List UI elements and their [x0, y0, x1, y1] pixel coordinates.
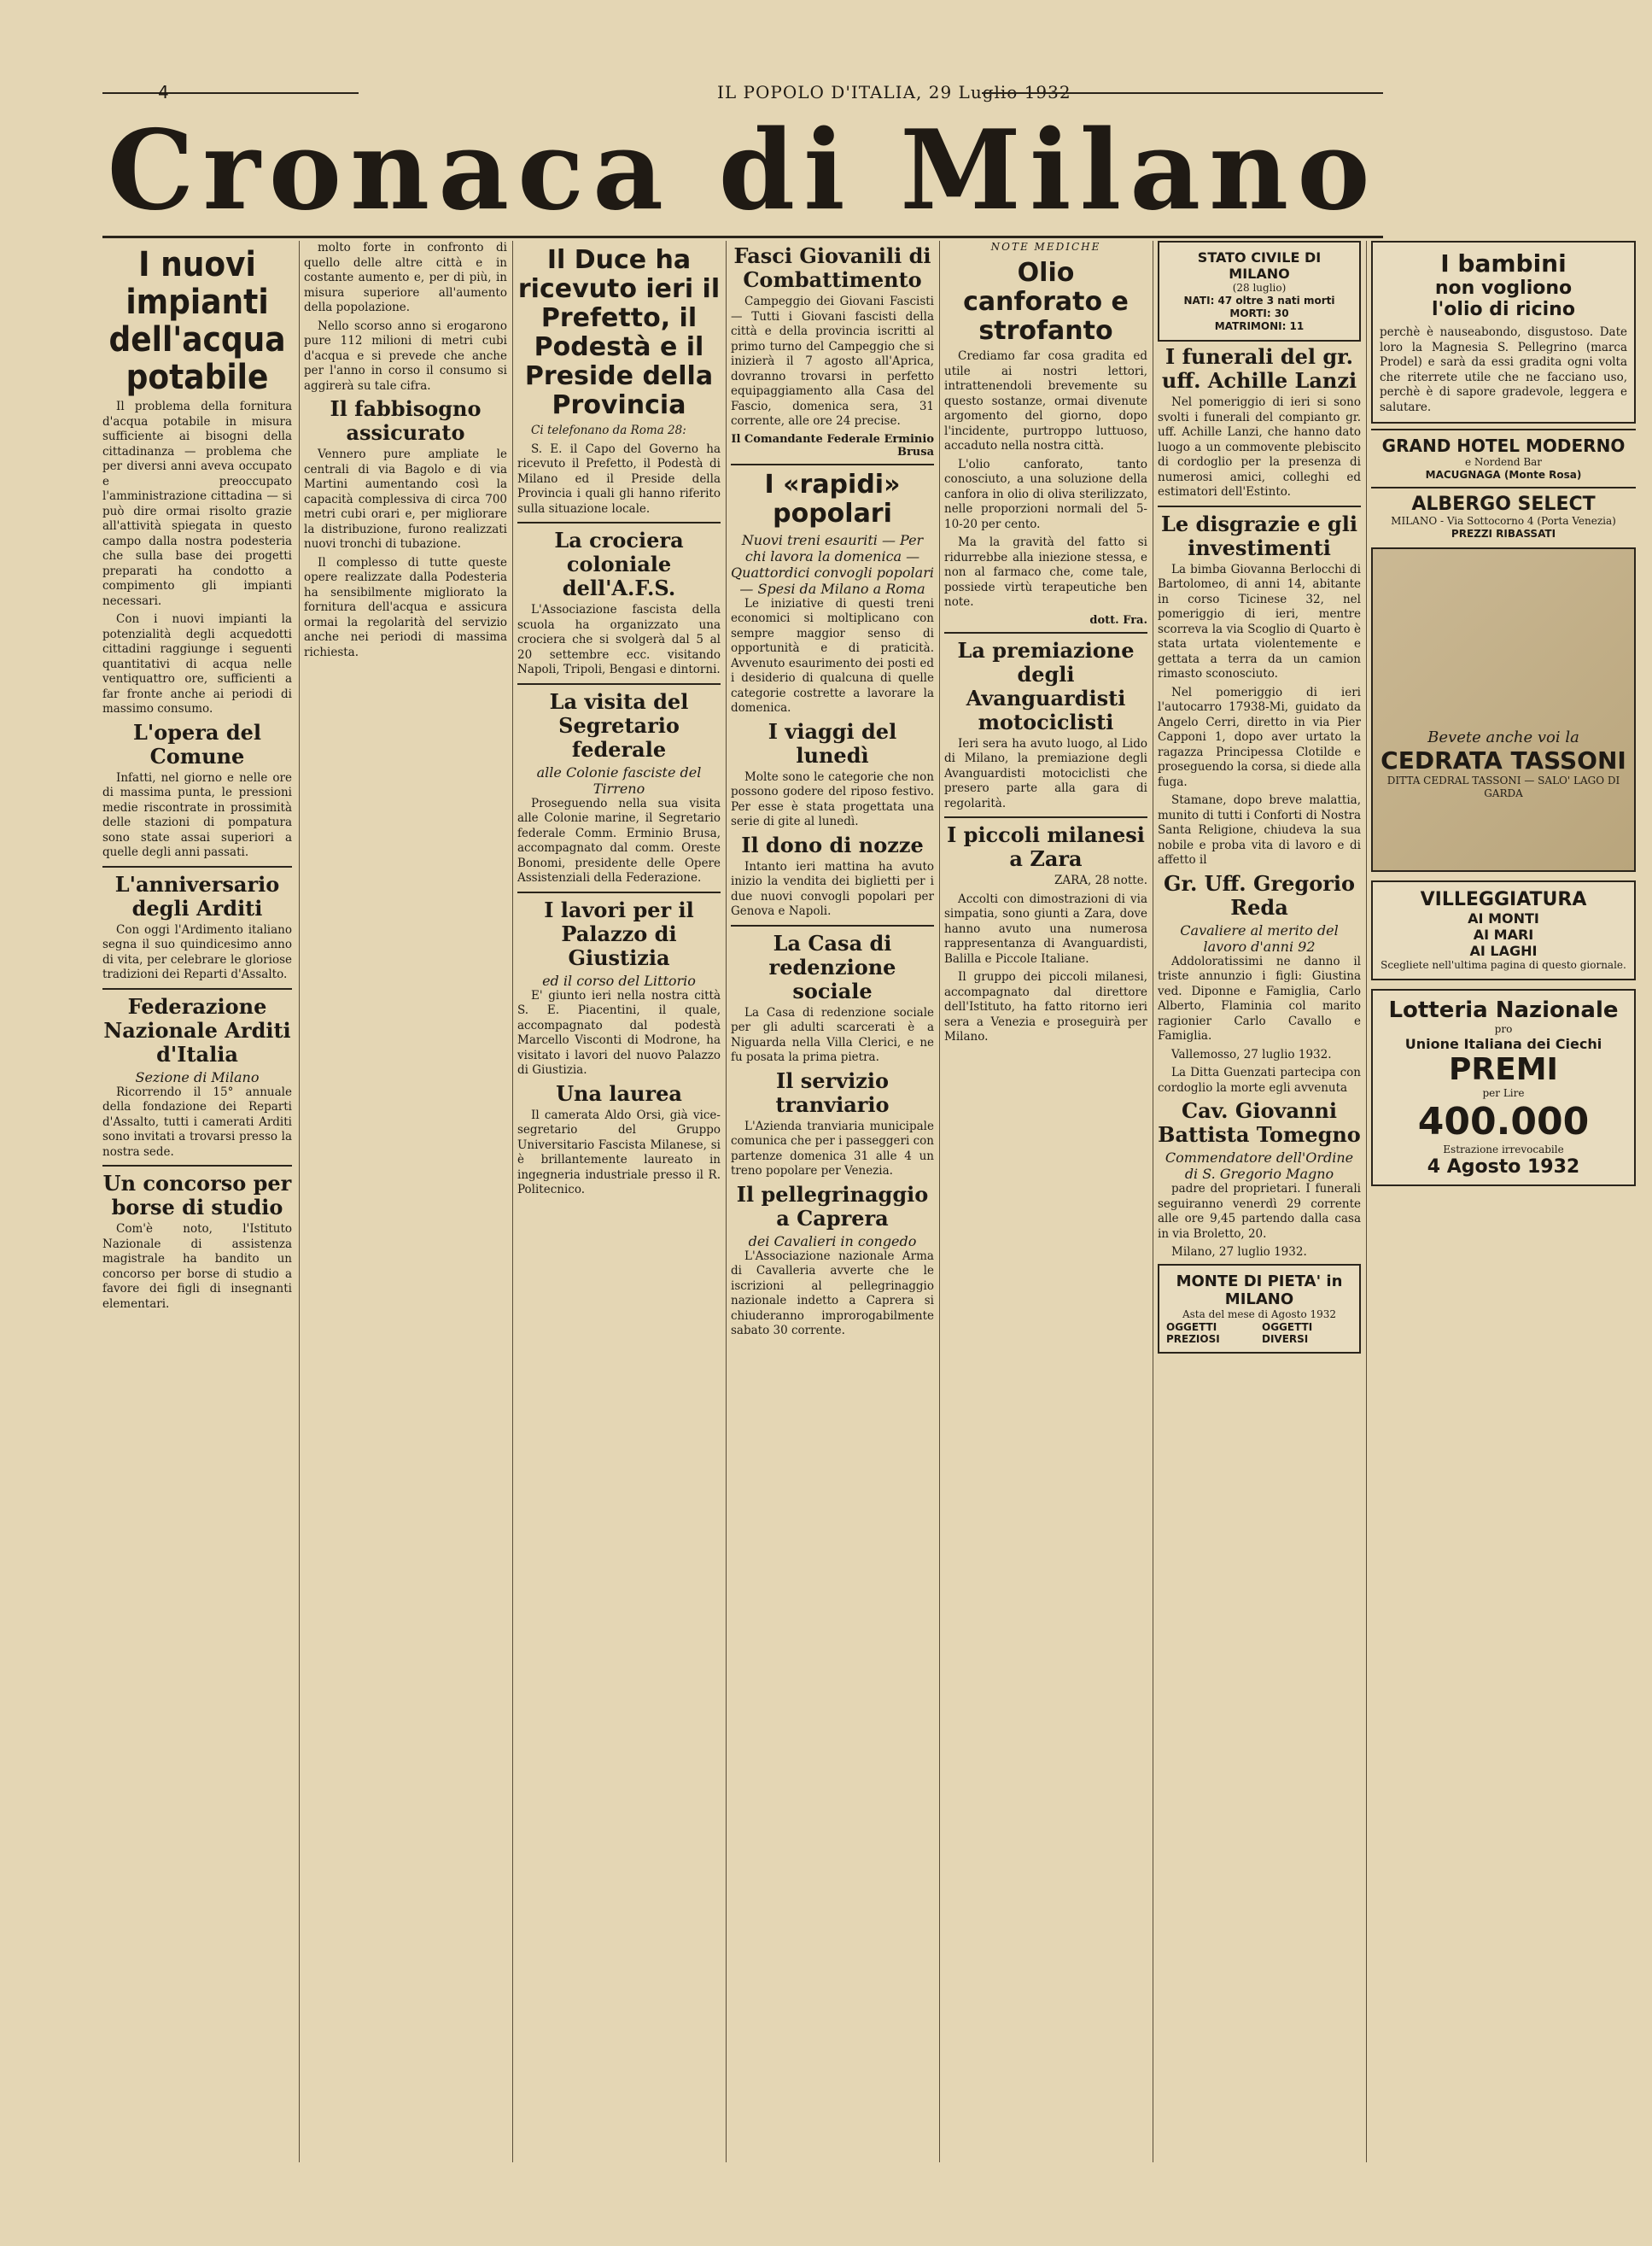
- subhead-servizio-tranviario: Il servizio tranviario: [775, 1067, 890, 1117]
- headline-palazzo-giustizia: I lavori per il Palazzo di Giustizia: [544, 897, 694, 970]
- column-separator: [299, 241, 300, 2162]
- ad-cedrata-line2: CEDRATA TASSONI: [1381, 746, 1626, 775]
- monte-pieta-right-title: OGGETTI DIVERSI: [1262, 1320, 1313, 1345]
- subhead-rapidi: Nuovi treni esauriti — Per chi lavora la domenica — Quattordici convogli popolari — Spesi da Milano a Roma: [731, 531, 934, 597]
- paragraph: padre del proprietari. I funerali seguiranno venerdì 29 corrente alle ore 9,45 partendo dalla casa in via Broletto, 20.: [1158, 1182, 1361, 1241]
- article-body: [731, 295, 934, 430]
- ad-albergo-select-line1: ALBERGO SELECT: [1411, 494, 1596, 515]
- divider: [731, 464, 934, 465]
- paragraph: L'Associazione nazionale Arma di Cavalleria avverte che le iscrizioni al pellegrinaggio nazionale indetto a Caprera si chiuderanno improrogabilmente sabato 30 corrente.: [731, 1249, 934, 1337]
- paragraph: Con i nuovi impianti la potenzialità degli acquedotti cittadini raggiunge i seguenti quantitativi di acqua nelle ventiquattro ore, sufficienti a far fronte anche ai periodi di massimo consumo.: [102, 612, 292, 716]
- headline-casa-redenzione: La Casa di redenzione sociale: [768, 930, 896, 1003]
- obituary-name-tomegno: Cav. Giovanni Battista Tomegno: [1158, 1098, 1361, 1147]
- article-body-continued: [304, 241, 507, 394]
- ad-lotteria-line7: Estrazione irrevocabile: [1443, 1143, 1564, 1155]
- paragraph: Ma la gravità del fatto si ridurrebbe alla iniezione stessa, e non al farmaco che, come tale, possiede virtù terapeutiche ben note.: [944, 535, 1147, 609]
- divider: [517, 892, 721, 893]
- paragraph: Il gruppo dei piccoli milanesi, accompagnato dal direttore dell'Istituto, ha fatto ritorno ieri sera a Venezia e proseguirà per Milano.: [944, 970, 1147, 1044]
- obituary-place: Vallemosso, 27 luglio 1932.: [1171, 1047, 1332, 1062]
- paragraph: Infatti, nel giorno e nelle ore di massima punta, le pressioni medie riscontrate in prossimità delle stazioni di pompatura sono state assai superiori a quelle degli anni passati.: [102, 770, 292, 859]
- ad-lotteria-premi: PREMI: [1449, 1052, 1558, 1087]
- headline-avanguardisti: La premiazione degli Avanguardisti motociclisti: [957, 637, 1135, 734]
- article-body: [1158, 563, 1361, 869]
- matrimoni-count: MATRIMONI: 11: [1214, 320, 1305, 332]
- paragraph: La Ditta Guenzati partecipa con cordoglio la morte egli avvenuta: [1158, 1066, 1361, 1095]
- article-body: [944, 349, 1147, 611]
- column-2: [304, 241, 507, 2162]
- paragraph: Ieri sera ha avuto luogo, al Lido di Milano, la premiazione degli Avanguardisti motociclisti che presero parte alla gara di regolarità.: [944, 736, 1147, 810]
- signature-brusa: Il Comandante Federale Erminio Brusa: [731, 432, 934, 459]
- article-body: [731, 597, 934, 716]
- article-body: [731, 860, 934, 920]
- ad-lotteria-line5: per Lire: [1482, 1087, 1525, 1099]
- article-body: [102, 771, 292, 861]
- masthead: [102, 82, 1383, 102]
- article-body: [102, 400, 292, 717]
- dateline: Ci telefonano da Roma 28:: [531, 424, 686, 437]
- ad-grand-hotel-line3: MACUGNAGA (Monte Rosa): [1425, 469, 1582, 481]
- ad-lotteria-line1: Lotteria Nazionale: [1388, 997, 1619, 1023]
- paragraph: Vennero pure ampliate le centrali di via Bagolo e di via Martini aumentando così la capacità complessiva di circa 700 metri cubi orari e, per migliorare la distribuzione, furono realizzati nuovi tronchi di tubazione.: [304, 447, 507, 551]
- kicker-note-mediche: NOTE MEDICHE: [990, 241, 1101, 253]
- paragraph: Il camerata Aldo Orsi, già vice-segretario del Gruppo Universitario Fascista Milanese, si è brillantemente laureato in ingegneria industriale presso il R. Politecnico.: [517, 1108, 721, 1196]
- newspaper-name-date: IL POPOLO D'ITALIA, 29 Luglio 1932: [717, 82, 1071, 102]
- headline-olio-canforato: Olio canforato e strofanto: [963, 258, 1129, 346]
- divider: [731, 925, 934, 927]
- subhead-corso-littorio: ed il corso del Littorio: [542, 972, 696, 989]
- obituary-sub-reda: Cavaliere al merito del lavoro d'anni 92: [1180, 921, 1339, 955]
- signature-dott: dott. Fra.: [1089, 613, 1147, 627]
- paragraph: S. E. il Capo del Governo ha ricevuto il Prefetto, il Podestà di Milano ed il Preside della Provincia i quali gli hanno riferito sulla situazione locale.: [517, 442, 721, 516]
- monte-pieta-title: MONTE DI PIETA' in MILANO: [1176, 1272, 1343, 1308]
- paragraph: Il complesso di tutte queste opere realizzate dalla Podesteria ha sensibilmente migliorato la fornitura dell'acqua e assicura ormai la regolarità del servizio anche nei periodi di massima richiesta.: [304, 555, 507, 659]
- paragraph: Ricorrendo il 15° annuale della fondazione dei Reparti d'Assalto, tutti i camerati Arditi sono invitati a trovarsi presso la nostra sede.: [102, 1085, 292, 1159]
- ad-villeggiatura: [1371, 880, 1636, 980]
- morti-count: MORTI: 30: [1229, 307, 1289, 319]
- paragraph: La bimba Giovanna Berlocchi di Bartolomeo, di anni 14, abitante in corso Ticinese 32, nel pomeriggio di ieri, mentre scorreva la via Scoglio di Quarto è stata urtata violentemente e gettata a terra da un camion rimasto sconosciuto.: [1158, 562, 1361, 681]
- article-body: [1158, 395, 1361, 500]
- ad-lotteria: [1371, 989, 1636, 1186]
- column-4: [731, 241, 934, 2162]
- paragraph: L'olio canforato, tanto conosciuto, a una soluzione della canfora in olio di oliva sterilizzato, nelle proporzioni normali del 5-10-20 per cento.: [944, 457, 1147, 531]
- ad-grand-hotel-line2: e Nordend Bar: [1464, 456, 1543, 468]
- stato-civile-title: STATO CIVILE DI MILANO: [1197, 249, 1322, 282]
- paragraph: Con oggi l'Ardimento italiano segna il suo quindicesimo anno di vita, per celebrare le gloriose tradizioni dei Reparti d'Assalto.: [102, 922, 292, 981]
- ad-magnesia-line1: I bambini: [1440, 249, 1567, 278]
- monte-pieta-left-title: OGGETTI PREZIOSI: [1166, 1320, 1220, 1345]
- nati-count: NATI: 47 oltre 3 nati morti: [1183, 295, 1335, 307]
- divider: [102, 988, 292, 990]
- column-3: [517, 241, 721, 2162]
- divider: [517, 683, 721, 685]
- ad-albergo-select: [1371, 494, 1636, 541]
- column-5: [944, 241, 1147, 2162]
- headline-crociera-coloniale: La crociera coloniale dell'A.F.S.: [554, 528, 684, 600]
- monte-pieta-box: [1158, 1264, 1361, 1354]
- stato-civile-box: [1158, 241, 1361, 342]
- paragraph: Il problema della fornitura d'acqua potabile in misura sufficiente ai bisogni della cittadinanza — problema che per diversi anni aveva occupato e preoccupato l'amministrazione cittadina — si può dire ormai risolto grazie all'attività spiegata in questo campo dalla nostra podesteria che sulla base dei progetti preparati ha condotto a compimento gli impianti necessari.: [102, 400, 292, 608]
- ad-villeggiatura-line3: AI MARI: [1473, 927, 1534, 943]
- masthead-rule-right: [982, 92, 1383, 94]
- subhead-colonie-tirreno: alle Colonie fasciste del Tirreno: [536, 763, 702, 797]
- subhead-dono-nozze: Il dono di nozze: [741, 832, 924, 857]
- paragraph: Nel pomeriggio di ieri l'autocarro 17938-Mi, guidato da Angelo Cerri, diretto in via Pier Capponi 1, dopo aver urtato la ragazza Principessa Clotilde e proseguendo la corsa, si diede alla fuga.: [1158, 685, 1361, 789]
- subhead-cavalieri: dei Cavalieri in congedo: [748, 1232, 917, 1249]
- paragraph: Crediamo far cosa gradita ed utile ai nostri lettori, intrattenendoli brevemente su questo sostanze, ormai divenute argomento del giorno, dopo l'incidente, purtroppo luttuoso, accaduto nella nostra città.: [944, 349, 1147, 453]
- ad-albergo-select-line2: MILANO - Via Sottocorno 4 (Porta Venezia): [1391, 515, 1616, 527]
- paragraph: Nel pomeriggio di ieri si sono svolti i funerali del compianto gr. uff. Achille Lanzi, che hanno dato luogo a un commovente plebiscito di cordoglio per la presenza di numerosi amici, colleghi ed estimatori dell'Estinto.: [1158, 395, 1361, 499]
- page-number: 4: [158, 82, 169, 102]
- headline-acqua-potabile: I nuovi impianti dell'acqua potabile: [108, 245, 286, 397]
- headline-borse-studio: Un concorso per borse di studio: [102, 1171, 292, 1220]
- monte-pieta-sub: Asta del mese di Agosto 1932: [1182, 1307, 1337, 1320]
- column-1: [102, 241, 292, 2162]
- article-body: [102, 1085, 292, 1161]
- paragraph: molto forte in confronto di quello delle altre città e in costante aumento e, per di più, in misura superiore all'aumento della popolazione.: [304, 241, 507, 314]
- divider: [1371, 429, 1636, 430]
- article-body: [102, 1222, 292, 1312]
- ad-lotteria-line3: Unione Italiana dei Ciechi: [1404, 1036, 1602, 1052]
- obituary-place: Milano, 27 luglio 1932.: [1171, 1245, 1307, 1259]
- ad-grand-hotel: [1371, 436, 1636, 482]
- divider: [102, 1165, 292, 1167]
- paragraph: Accolti con dimostrazioni di via simpatia, sono giunti a Zara, dove hanno avuto una numerosa rappresentanza di Avanguardisti, Balilla e Piccole Italiane.: [944, 892, 1147, 966]
- ad-lotteria-line2: pro: [1494, 1023, 1513, 1035]
- column-separator: [512, 241, 513, 2162]
- divider: [102, 866, 292, 868]
- ad-albergo-select-line3: PREZZI RIBASSATI: [1451, 528, 1556, 540]
- paragraph: Proseguendo nella sua visita alle Colonie marine, il Segretario federale Comm. Erminio Brusa, accompagnato dal comm. Oreste Bonomi, presidente delle Opere Assistenziali della Federazione.: [517, 796, 721, 885]
- column-6: [1158, 241, 1361, 2162]
- article-body: [731, 1249, 934, 1339]
- column-7-ads: [1371, 241, 1636, 2162]
- headline-rapidi-popolari: I «rapidi» popolari: [764, 469, 901, 529]
- subhead-fabbisogno: Il fabbisogno assicurato: [330, 396, 482, 445]
- article-body: [517, 1108, 721, 1198]
- ad-lotteria-date: 4 Agosto 1932: [1427, 1156, 1580, 1178]
- paragraph: Intanto ieri mattina ha avuto inizio la vendita dei biglietti per i due nuovi convogli popolari per Genova e Napoli.: [731, 859, 934, 918]
- column-separator: [1366, 241, 1367, 2162]
- headline-duce-ricevuto: Il Duce ha ricevuto ieri il Prefetto, il Podestà e il Preside della Provincia: [517, 245, 721, 420]
- article-body: [517, 603, 721, 678]
- headline-pellegrinaggio-caprera: Il pellegrinaggio a Caprera: [736, 1181, 929, 1231]
- stato-civile-date: (28 luglio): [1232, 282, 1287, 294]
- headline-funerali-lanzi: I funerali del gr. uff. Achille Lanzi: [1161, 344, 1357, 393]
- paragraph: Addoloratissimi ne danno il triste annunzio i figli: Giustina ved. Diponne e Famiglia, Carlo Alberto, Flaminia col marito ragionier Carlo Cavallo e Famiglia.: [1158, 954, 1361, 1043]
- paragraph: Nello scorso anno si erogarono pure 112 milioni di metri cubi d'acqua e si prevede che anche per l'anno in corso il consumo si aggirerà su tale cifra.: [304, 319, 507, 393]
- monte-pieta-grid: [1166, 1321, 1352, 1345]
- masthead-rule-left: [102, 92, 359, 94]
- paragraph: L'Azienda tranviaria municipale comunica che per i passeggeri con partenze domenica 31 alle 4 un treno popolare per Venezia.: [731, 1119, 934, 1178]
- divider: [944, 816, 1147, 818]
- article-body: [517, 424, 721, 517]
- ad-villeggiatura-line2: AI MONTI: [1468, 910, 1539, 927]
- ad-villeggiatura-title: VILLEGGIATURA: [1420, 889, 1587, 910]
- article-body: [304, 447, 507, 660]
- headline-federazione-arditi: Federazione Nazionale Arditi d'Italia: [103, 993, 291, 1067]
- article-body: [731, 1006, 934, 1066]
- subhead-viaggi-lunedi: I viaggi del lunedì: [768, 718, 897, 768]
- ad-cedrata-line3: DITTA CEDRAL TASSONI — SALO' LAGO DI GARDA: [1386, 775, 1620, 799]
- subhead-una-laurea: Una laurea: [556, 1080, 682, 1106]
- ad-grand-hotel-line1: GRAND HOTEL MODERNO: [1381, 436, 1626, 456]
- divider: [944, 632, 1147, 634]
- article-body: [517, 797, 721, 886]
- title-rule: [102, 236, 1383, 238]
- dateline: ZARA, 28 notte.: [1054, 874, 1147, 887]
- ad-villeggiatura-line5: Scegliete nell'ultima pagina di questo giornale.: [1381, 959, 1626, 971]
- ad-magnesia-line2: non vogliono: [1434, 278, 1573, 299]
- column-separator: [726, 241, 727, 2162]
- article-body: [944, 874, 1147, 1045]
- headline-anniversario-arditi: L'anniversario degli Arditi: [114, 871, 280, 921]
- obituary-sub-tomegno: Commendatore dell'Ordine di S. Gregorio Magno: [1165, 1149, 1354, 1182]
- paragraph: La Casa di redenzione sociale per gli adulti scarcerati è a Niguarda nella Villa Clerici, e ne fu posata la prima pietra.: [731, 1005, 934, 1064]
- article-body: [102, 923, 292, 983]
- subhead-sezione-milano: Sezione di Milano: [135, 1068, 260, 1085]
- headline-disgrazie: Le disgrazie e gli investimenti: [1161, 511, 1357, 560]
- article-body: [517, 989, 721, 1079]
- ad-magnesia: [1371, 241, 1636, 424]
- article-body: [1158, 955, 1361, 1097]
- paragraph: Le iniziative di questi treni economici si moltiplicano con sempre maggior senso di opportunità e di praticità. Avvenuto esaurimento dei posti ed i desiderio di qualcuna di quelle categorie costrette a lavorare la domenica.: [731, 596, 934, 715]
- article-body: [944, 737, 1147, 812]
- ad-magnesia-line3: l'olio di ricino: [1432, 299, 1575, 320]
- article-body: [731, 1120, 934, 1179]
- headline-visita-segretario: La visita del Segretario federale: [549, 688, 689, 762]
- paragraph: Campeggio dei Giovani Fascisti — Tutti i Giovani fascisti della città e della provincia iscritti al primo turno del Campeggio che si inizierà il 7 agosto all'Aprica, dovranno trovarsi in perfetto equipaggiamento alla Casa del Fascio, domenica sera, 31 corrente, alle ore 24 precise.: [731, 295, 934, 428]
- article-body: [1158, 1182, 1361, 1260]
- paragraph: L'Associazione fascista della scuola ha organizzato una crociera che si svolgerà dal 5 al 20 settembre ecc. visitando Napoli, Tripoli, Bengasi e dintorni.: [517, 603, 721, 676]
- divider: [1371, 487, 1636, 488]
- article-body: [731, 770, 934, 830]
- ad-lotteria-amount: 400.000: [1417, 1100, 1590, 1143]
- divider: [1158, 506, 1361, 507]
- paragraph: Stamane, dopo breve malattia, munito di tutti i Conforti di Nostra Santa Religione, chiudeva la sua nobile e proba vita di lavoro e di affetto il: [1158, 793, 1361, 867]
- column-separator: [939, 241, 940, 2162]
- headline-fasci-giovanili: Fasci Giovanili di Combattimento: [733, 243, 931, 292]
- obituary-name-reda: Gr. Uff. Gregorio Reda: [1164, 870, 1355, 920]
- paragraph: E' giunto ieri nella nostra città S. E. Piacentini, il quale, accompagnato dal podestà Marcello Visconti di Modrone, ha visitato i lavori del nuovo Palazzo di Giustizia.: [517, 988, 721, 1077]
- ad-villeggiatura-line4: AI LAGHI: [1469, 943, 1538, 959]
- ad-magnesia-text: perchè è nauseabondo, disgustoso. Date loro la Magnesia S. Pellegrino (marca Prodel) e sarà da essi gradita ogni volta che riterrete utile che ne facciano uso, perchè è di sapore gradevole, leggera e salutare.: [1380, 325, 1627, 414]
- section-title: Cronaca di Milano: [107, 107, 1379, 235]
- ad-cedrata-line1: Bevete anche voi la: [1427, 728, 1579, 746]
- divider: [517, 522, 721, 523]
- ad-cedrata-tassoni: [1371, 547, 1636, 872]
- paragraph: Molte sono le categorie che non possono godere del riposo festivo. Per esse è stata progettata una serie di gite al lunedì.: [731, 769, 934, 828]
- headline-piccoli-milanesi-zara: I piccoli milanesi a Zara: [947, 822, 1145, 871]
- paragraph: Com'è noto, l'Istituto Nazionale di assistenza magistrale ha bandito un concorso per borse di studio a favore dei figli di insegnanti elementari.: [102, 1222, 292, 1311]
- subhead-opera-comune: L'opera del Comune: [133, 719, 261, 769]
